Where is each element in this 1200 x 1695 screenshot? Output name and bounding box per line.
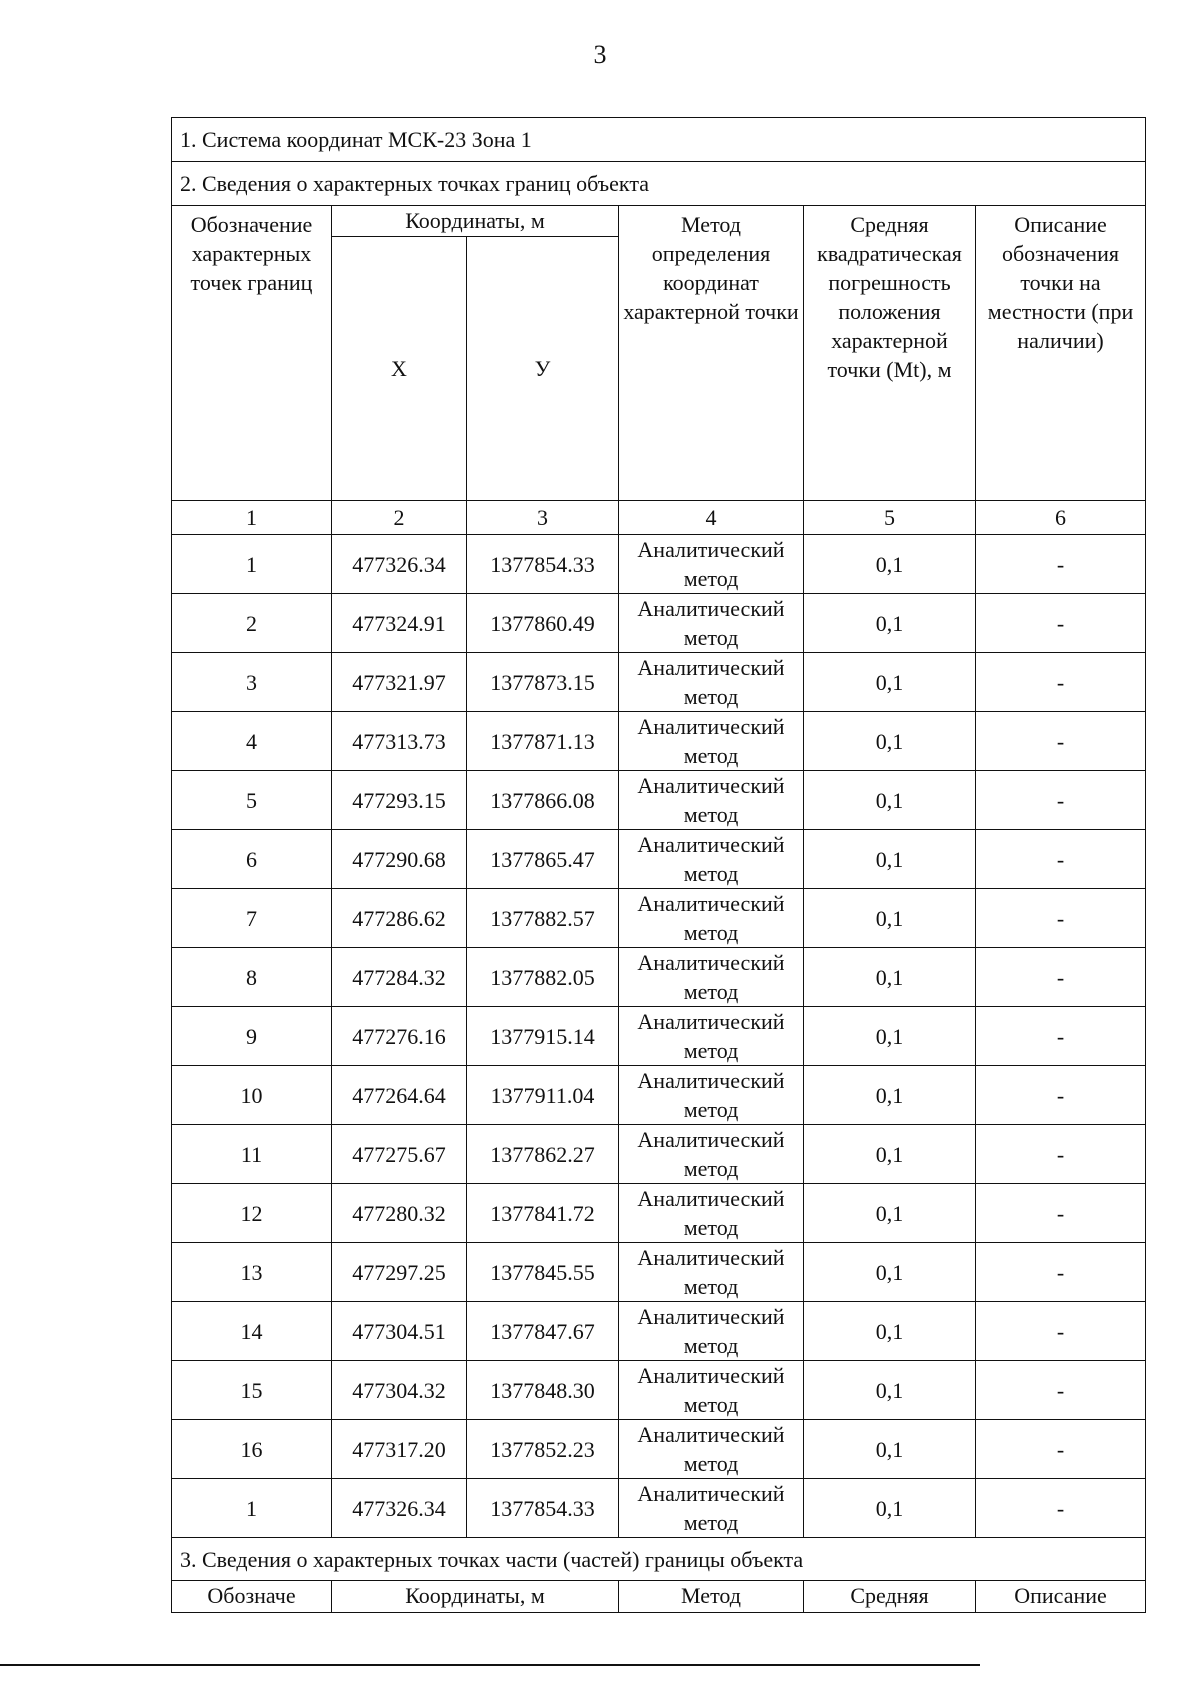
x-coordinate-cell: 477293.15 [332, 771, 467, 830]
footer-divider [0, 1664, 980, 1666]
table-row [172, 594, 1146, 653]
error-cell: 0,1 [804, 948, 976, 1007]
method-cell: Аналитический метод [619, 948, 804, 1007]
error-cell: 0,1 [804, 1184, 976, 1243]
description-cell: - [976, 830, 1146, 889]
error-cell: 0,1 [804, 1125, 976, 1184]
point-cell: 12 [172, 1184, 332, 1243]
x-coordinate-cell: 477280.32 [332, 1184, 467, 1243]
point-cell: 1 [172, 1479, 332, 1538]
point-cell: 6 [172, 830, 332, 889]
table-row [172, 830, 1146, 889]
error-cell: 0,1 [804, 1066, 976, 1125]
point-cell: 9 [172, 1007, 332, 1066]
error-cell: 0,1 [804, 1243, 976, 1302]
y-coordinate-cell: 1377847.67 [467, 1302, 619, 1361]
description-cell: - [976, 889, 1146, 948]
method-cell: Аналитический метод [619, 1361, 804, 1420]
y-coordinate-cell: 1377852.23 [467, 1420, 619, 1479]
description-cell: - [976, 1184, 1146, 1243]
y-coordinate-cell: 1377848.30 [467, 1361, 619, 1420]
column-number: 5 [804, 501, 976, 535]
x-coordinate-cell: 477275.67 [332, 1125, 467, 1184]
point-cell: 1 [172, 535, 332, 594]
x-coordinate-cell: 477276.16 [332, 1007, 467, 1066]
header-method: Метод определения координат характерной точки [619, 206, 804, 501]
table-row [172, 1007, 1146, 1066]
point-cell: 14 [172, 1302, 332, 1361]
y-coordinate-cell: 1377882.05 [467, 948, 619, 1007]
column-number: 4 [619, 501, 804, 535]
y-coordinate-cell: 1377854.33 [467, 535, 619, 594]
table-row [172, 1243, 1146, 1302]
point-cell: 15 [172, 1361, 332, 1420]
table-row [172, 1302, 1146, 1361]
x-coordinate-cell: 477290.68 [332, 830, 467, 889]
x-coordinate-cell: 477264.64 [332, 1066, 467, 1125]
header-coordinates: Координаты, м [332, 206, 619, 237]
error-cell: 0,1 [804, 1361, 976, 1420]
column-number: 6 [976, 501, 1146, 535]
y-coordinate-cell: 1377841.72 [467, 1184, 619, 1243]
y-coordinate-cell: 1377865.47 [467, 830, 619, 889]
method-cell: Аналитический метод [619, 1479, 804, 1538]
method-cell: Аналитический метод [619, 1007, 804, 1066]
error-cell: 0,1 [804, 771, 976, 830]
error-cell: 0,1 [804, 535, 976, 594]
table-row [172, 771, 1146, 830]
y-coordinate-cell: 1377873.15 [467, 653, 619, 712]
error-cell: 0,1 [804, 1420, 976, 1479]
point-cell: 16 [172, 1420, 332, 1479]
method-cell: Аналитический метод [619, 1420, 804, 1479]
y-coordinate-cell: 1377882.57 [467, 889, 619, 948]
y-coordinate-cell: 1377845.55 [467, 1243, 619, 1302]
table-row [172, 1125, 1146, 1184]
y-coordinate-cell: 1377866.08 [467, 771, 619, 830]
bottom-header-error: Средняя [804, 1581, 976, 1613]
point-cell: 10 [172, 1066, 332, 1125]
section-boundary-points: 2. Сведения о характерных точках границ объекта [172, 162, 1146, 206]
y-coordinate-cell: 1377854.33 [467, 1479, 619, 1538]
method-cell: Аналитический метод [619, 712, 804, 771]
coordinates-table [171, 117, 1146, 1613]
x-coordinate-cell: 477326.34 [332, 1479, 467, 1538]
table-row [172, 653, 1146, 712]
method-cell: Аналитический метод [619, 771, 804, 830]
y-coordinate-cell: 1377915.14 [467, 1007, 619, 1066]
column-number: 1 [172, 501, 332, 535]
table-row [172, 712, 1146, 771]
x-coordinate-cell: 477313.73 [332, 712, 467, 771]
x-coordinate-cell: 477284.32 [332, 948, 467, 1007]
method-cell: Аналитический метод [619, 1302, 804, 1361]
y-coordinate-cell: 1377862.27 [467, 1125, 619, 1184]
header-x: Х [332, 237, 467, 501]
table-row [172, 948, 1146, 1007]
table-row [172, 535, 1146, 594]
error-cell: 0,1 [804, 889, 976, 948]
method-cell: Аналитический метод [619, 1125, 804, 1184]
table-row [172, 1479, 1146, 1538]
table-row [172, 889, 1146, 948]
description-cell: - [976, 712, 1146, 771]
point-cell: 3 [172, 653, 332, 712]
method-cell: Аналитический метод [619, 1184, 804, 1243]
description-cell: - [976, 1066, 1146, 1125]
description-cell: - [976, 653, 1146, 712]
method-cell: Аналитический метод [619, 535, 804, 594]
table-row [172, 1184, 1146, 1243]
x-coordinate-cell: 477317.20 [332, 1420, 467, 1479]
point-cell: 4 [172, 712, 332, 771]
point-cell: 8 [172, 948, 332, 1007]
description-cell: - [976, 948, 1146, 1007]
method-cell: Аналитический метод [619, 889, 804, 948]
bottom-header-description: Описание [976, 1581, 1146, 1613]
header-y: У [467, 237, 619, 501]
description-cell: - [976, 1007, 1146, 1066]
x-coordinate-cell: 477324.91 [332, 594, 467, 653]
description-cell: - [976, 1302, 1146, 1361]
point-cell: 13 [172, 1243, 332, 1302]
y-coordinate-cell: 1377860.49 [467, 594, 619, 653]
method-cell: Аналитический метод [619, 830, 804, 889]
x-coordinate-cell: 477321.97 [332, 653, 467, 712]
table-row [172, 1420, 1146, 1479]
bottom-header-coordinates: Координаты, м [332, 1581, 619, 1613]
error-cell: 0,1 [804, 653, 976, 712]
point-cell: 11 [172, 1125, 332, 1184]
x-coordinate-cell: 477304.32 [332, 1361, 467, 1420]
point-cell: 5 [172, 771, 332, 830]
table-row [172, 1066, 1146, 1125]
error-cell: 0,1 [804, 1302, 976, 1361]
point-cell: 2 [172, 594, 332, 653]
description-cell: - [976, 1125, 1146, 1184]
y-coordinate-cell: 1377911.04 [467, 1066, 619, 1125]
error-cell: 0,1 [804, 1479, 976, 1538]
bottom-header-method: Метод [619, 1581, 804, 1613]
x-coordinate-cell: 477304.51 [332, 1302, 467, 1361]
error-cell: 0,1 [804, 712, 976, 771]
x-coordinate-cell: 477326.34 [332, 535, 467, 594]
description-cell: - [976, 1243, 1146, 1302]
x-coordinate-cell: 477286.62 [332, 889, 467, 948]
error-cell: 0,1 [804, 1007, 976, 1066]
method-cell: Аналитический метод [619, 1066, 804, 1125]
method-cell: Аналитический метод [619, 1243, 804, 1302]
y-coordinate-cell: 1377871.13 [467, 712, 619, 771]
description-cell: - [976, 535, 1146, 594]
section-coord-system: 1. Система координат МСК-23 Зона 1 [172, 118, 1146, 162]
header-error: Средняя квадратическая погрешность положения характерной точки (Mt), м [804, 206, 976, 501]
section-part-points: 3. Сведения о характерных точках части (частей) границы объекта [172, 1538, 1146, 1581]
bottom-header-designation: Обозначе [172, 1581, 332, 1613]
method-cell: Аналитический метод [619, 653, 804, 712]
column-number: 3 [467, 501, 619, 535]
column-numbers-row [172, 501, 1146, 535]
header-designation: Обозначение характерных точек границ [172, 206, 332, 501]
header-description: Описание обозначения точки на местности (при наличии) [976, 206, 1146, 501]
error-cell: 0,1 [804, 594, 976, 653]
table-row [172, 1361, 1146, 1420]
point-cell: 7 [172, 889, 332, 948]
column-number: 2 [332, 501, 467, 535]
description-cell: - [976, 771, 1146, 830]
page-number: 3 [593, 40, 607, 69]
description-cell: - [976, 1479, 1146, 1538]
description-cell: - [976, 1361, 1146, 1420]
description-cell: - [976, 1420, 1146, 1479]
method-cell: Аналитический метод [619, 594, 804, 653]
description-cell: - [976, 594, 1146, 653]
bottom-header-row [172, 1581, 1146, 1613]
error-cell: 0,1 [804, 830, 976, 889]
x-coordinate-cell: 477297.25 [332, 1243, 467, 1302]
